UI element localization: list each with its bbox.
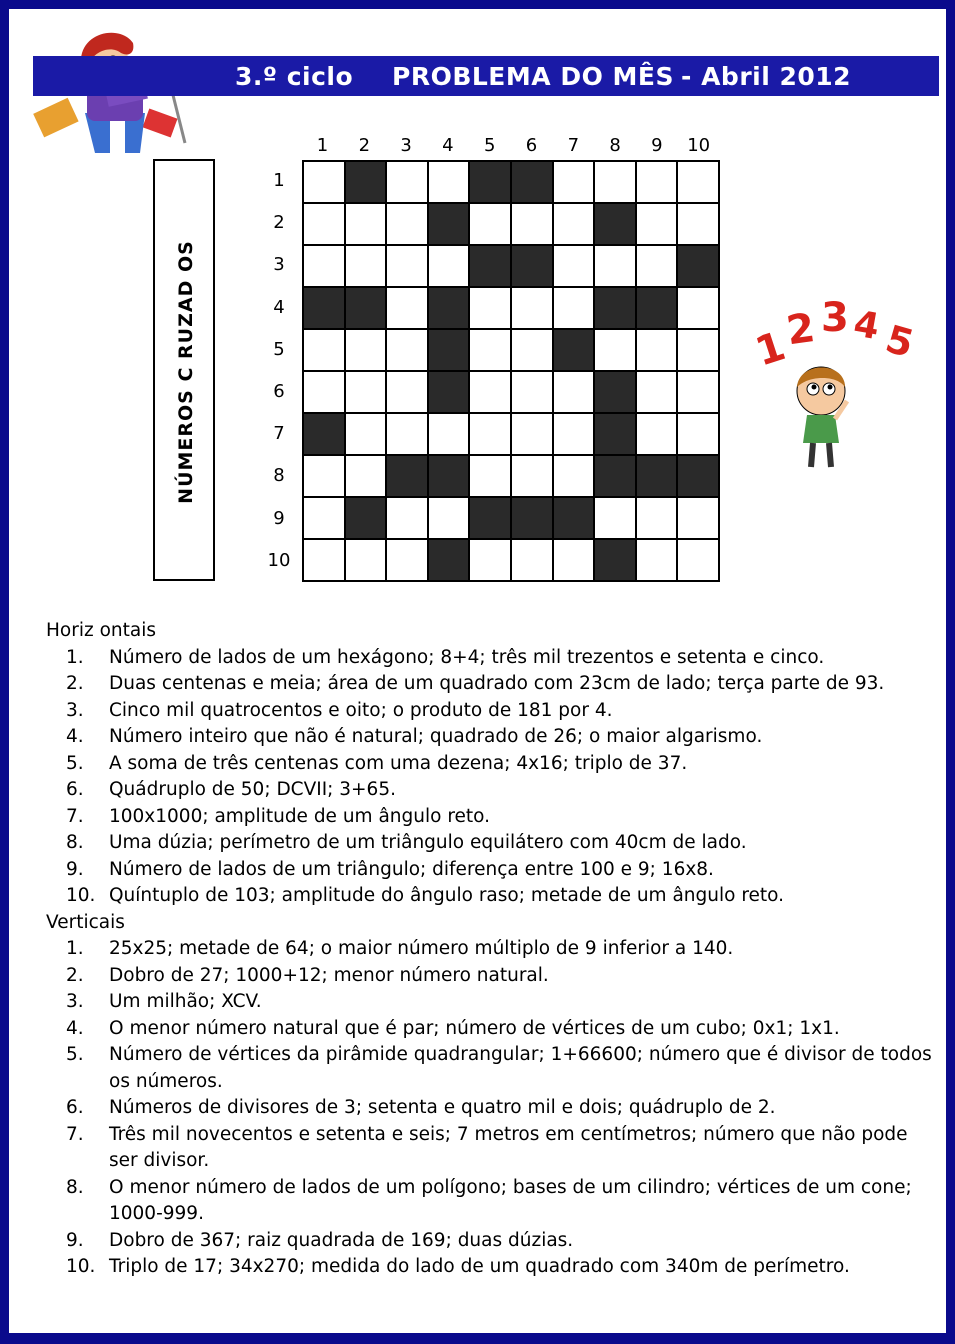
row-label: 3 [273, 254, 285, 276]
clue-number: 7. [66, 805, 84, 827]
black-cell [428, 203, 470, 245]
black-cell [677, 455, 719, 497]
clue-number: 6. [66, 779, 84, 800]
clue-text: 100x1000; amplitude de um ângulo reto. [109, 805, 491, 827]
vertical-clue [46, 1254, 941, 1281]
black-cell [345, 161, 387, 203]
clue-number: 5. [66, 752, 84, 774]
black-cell [303, 287, 345, 329]
black-cell [636, 287, 678, 329]
answer-cell[interactable] [636, 161, 678, 203]
answer-cell[interactable] [303, 497, 345, 539]
horizontal-clue [46, 698, 941, 725]
clue-number: 2. [66, 673, 84, 694]
answer-cell[interactable] [345, 455, 387, 497]
header-bar [33, 56, 939, 96]
black-cell [511, 497, 553, 539]
clue-text: Triplo de 17; 34x270; medida do lado de um quadrado com 340m de perímetro. [109, 1256, 850, 1277]
answer-cell[interactable] [594, 161, 636, 203]
vertical-clue [46, 1016, 941, 1043]
answer-cell[interactable] [386, 497, 428, 539]
answer-cell[interactable] [677, 371, 719, 413]
answer-cell[interactable] [386, 539, 428, 581]
answer-cell[interactable] [469, 455, 511, 497]
answer-cell[interactable] [553, 539, 595, 581]
clue-text: Quádruplo de 50; DCVII; 3+65. [109, 779, 396, 800]
answer-cell[interactable] [553, 413, 595, 455]
clue-text: Cinco mil quatrocentos e oito; o produto de 181 por 4. [109, 699, 613, 721]
clue-text: Número de lados de um hexágono; 8+4; três mil trezentos e setenta e cinco. [109, 646, 825, 668]
row-label: 2 [273, 212, 285, 234]
answer-cell[interactable] [553, 455, 595, 497]
answer-cell[interactable] [386, 161, 428, 203]
row-label: 4 [273, 296, 285, 318]
clue-text: O menor número de lados de um polígono; bases de um cilindro; vértices de um cone; 1000-999. [109, 1176, 912, 1224]
answer-cell[interactable] [511, 287, 553, 329]
answer-cell[interactable] [636, 203, 678, 245]
answer-cell[interactable] [303, 245, 345, 287]
answer-cell[interactable] [469, 371, 511, 413]
black-cell [553, 497, 595, 539]
row-label: 7 [273, 423, 285, 445]
clue-text: Quíntuplo de 103; amplitude do ângulo raso; metade de um ângulo reto. [109, 885, 785, 906]
clue-number: 5. [66, 1044, 84, 1065]
answer-cell[interactable] [428, 413, 470, 455]
black-cell [428, 329, 470, 371]
black-cell [469, 245, 511, 287]
answer-cell[interactable] [553, 245, 595, 287]
row-label: 6 [273, 381, 285, 402]
horizontal-clue [46, 883, 941, 910]
answer-cell[interactable] [386, 245, 428, 287]
column-label: 3 [400, 135, 412, 156]
clue-number: 3. [66, 991, 84, 1012]
answer-cell[interactable] [386, 287, 428, 329]
answer-cell[interactable] [677, 203, 719, 245]
clue-number: 10. [66, 885, 96, 906]
black-cell [428, 455, 470, 497]
clue-text: Três mil novecentos e setenta e seis; 7 metros em centímetros; número que não pode ser divisor. [109, 1123, 908, 1171]
answer-cell[interactable] [636, 413, 678, 455]
vertical-clue [46, 1175, 941, 1228]
answer-cell[interactable] [303, 329, 345, 371]
answer-cell[interactable] [345, 371, 387, 413]
answer-cell[interactable] [594, 329, 636, 371]
answer-cell[interactable] [553, 371, 595, 413]
black-cell [594, 287, 636, 329]
black-cell [553, 329, 595, 371]
black-cell [303, 413, 345, 455]
clue-text: Número inteiro que não é natural; quadrado de 26; o maior algarismo. [109, 726, 763, 747]
clue-text: O menor número natural que é par; número de vértices de um cubo; 0x1; 1x1. [109, 1017, 840, 1039]
answer-cell[interactable] [345, 329, 387, 371]
clue-number: 8. [66, 832, 84, 853]
side-title: NÚMEROS C RUZAD OS [175, 240, 197, 504]
answer-cell[interactable] [636, 497, 678, 539]
answer-cell[interactable] [553, 203, 595, 245]
page-title: PROBLEMA DO MÊS [392, 62, 674, 91]
black-cell [469, 161, 511, 203]
answer-cell[interactable] [677, 497, 719, 539]
answer-cell[interactable] [303, 161, 345, 203]
answer-cell[interactable] [303, 371, 345, 413]
clue-number: 9. [66, 858, 84, 880]
clues-section [46, 618, 941, 1281]
answer-cell[interactable] [511, 329, 553, 371]
horizontal-clue [46, 724, 941, 751]
clue-text: Número de vértices da pirâmide quadrangular; 1+66600; número que é divisor de todos os números. [109, 1044, 932, 1092]
black-cell [636, 455, 678, 497]
answer-cell[interactable] [386, 203, 428, 245]
answer-cell[interactable] [677, 287, 719, 329]
answer-cell[interactable] [469, 539, 511, 581]
column-label: 9 [651, 135, 663, 156]
number-2: 2 [783, 305, 818, 355]
cycle-label: 3.º ciclo [235, 62, 354, 91]
answer-cell[interactable] [303, 455, 345, 497]
answer-cell[interactable] [428, 245, 470, 287]
black-cell [469, 497, 511, 539]
answer-cell[interactable] [386, 329, 428, 371]
black-cell [428, 371, 470, 413]
black-cell [428, 287, 470, 329]
column-label: 6 [525, 135, 538, 156]
clue-text: A soma de três centenas com uma dezena; 4x16; triplo de 37. [109, 752, 688, 774]
answer-cell[interactable] [469, 413, 511, 455]
answer-cell[interactable] [511, 371, 553, 413]
answer-cell[interactable] [636, 245, 678, 287]
answer-cell[interactable] [345, 539, 387, 581]
vertical-clue [46, 1122, 941, 1175]
black-cell [677, 245, 719, 287]
black-cell [511, 245, 553, 287]
clue-text: Dobro de 27; 1000+12; menor número natural. [109, 964, 549, 986]
vertical-clue-list [46, 936, 941, 1281]
black-cell [428, 539, 470, 581]
black-cell [594, 413, 636, 455]
answer-cell[interactable] [677, 539, 719, 581]
clue-number: 1. [66, 938, 84, 959]
black-cell [386, 455, 428, 497]
row-label: 8 [273, 465, 285, 487]
answer-cell[interactable] [386, 413, 428, 455]
horizontal-clue [46, 777, 941, 804]
worksheet-page [9, 9, 946, 1333]
column-label: 1 [316, 135, 329, 156]
clue-text: Números de divisores de 3; setenta e quatro mil e dois; quádruplo de 2. [109, 1097, 776, 1118]
column-label: 10 [687, 135, 711, 156]
answer-cell[interactable] [677, 329, 719, 371]
clue-number: 1. [66, 646, 84, 668]
answer-cell[interactable] [677, 413, 719, 455]
answer-cell[interactable] [636, 329, 678, 371]
clue-number: 9. [66, 1229, 84, 1251]
black-cell [345, 287, 387, 329]
clue-number: 4. [66, 726, 84, 747]
clue-number: 3. [66, 699, 84, 721]
column-label: 5 [483, 135, 496, 156]
column-label: 7 [567, 135, 580, 156]
answer-cell[interactable] [511, 203, 553, 245]
column-label: 4 [442, 135, 454, 156]
answer-cell[interactable] [345, 413, 387, 455]
answer-cell[interactable] [594, 245, 636, 287]
number-1: 1 [750, 323, 791, 376]
clue-text: 25x25; metade de 64; o maior número múltiplo de 9 inferior a 140. [109, 938, 734, 959]
row-label: 1 [273, 170, 285, 191]
answer-cell[interactable] [553, 287, 595, 329]
clue-number: 6. [66, 1097, 84, 1118]
vertical-heading: Verticais [46, 911, 125, 933]
answer-cell[interactable] [594, 497, 636, 539]
black-cell [594, 371, 636, 413]
row-label: 10 [267, 549, 291, 571]
answer-cell[interactable] [303, 539, 345, 581]
clue-number: 7. [66, 1123, 84, 1145]
vertical-clue [46, 1095, 941, 1122]
horizontal-clue [46, 645, 941, 672]
answer-cell[interactable] [428, 161, 470, 203]
number-5: 5 [880, 316, 919, 367]
black-cell [345, 497, 387, 539]
clue-number: 8. [66, 1176, 84, 1198]
side-title-box [153, 159, 215, 581]
clue-text: Um milhão; XCV. [109, 991, 262, 1012]
crossword-grid [302, 160, 720, 582]
black-cell [511, 161, 553, 203]
horizontal-clue [46, 751, 941, 778]
answer-cell[interactable] [386, 371, 428, 413]
vertical-clue [46, 989, 941, 1016]
black-cell [594, 539, 636, 581]
boy-thinking-illustration [749, 291, 919, 471]
clue-number: 10. [66, 1256, 96, 1277]
answer-cell[interactable] [303, 203, 345, 245]
number-3: 3 [821, 295, 849, 341]
answer-cell[interactable] [345, 245, 387, 287]
vertical-clue [46, 1228, 941, 1255]
clue-text: Número de lados de um triângulo; diferença entre 100 e 9; 16x8. [109, 858, 714, 880]
answer-cell[interactable] [511, 455, 553, 497]
row-label: 5 [273, 338, 285, 360]
number-4: 4 [850, 303, 883, 349]
answer-cell[interactable] [469, 203, 511, 245]
horizontal-heading: Horiz ontais [46, 620, 156, 641]
answer-cell[interactable] [553, 161, 595, 203]
answer-cell[interactable] [469, 329, 511, 371]
answer-cell[interactable] [511, 413, 553, 455]
row-label: 9 [273, 507, 285, 529]
clue-text: Uma dúzia; perímetro de um triângulo equilátero com 40cm de lado. [109, 832, 747, 853]
answer-cell[interactable] [345, 203, 387, 245]
horizontal-clue [46, 830, 941, 857]
clue-text: Dobro de 367; raiz quadrada de 169; duas dúzias. [109, 1229, 574, 1251]
answer-cell[interactable] [677, 161, 719, 203]
vertical-clue [46, 936, 941, 963]
column-label: 2 [358, 135, 371, 156]
answer-cell[interactable] [469, 287, 511, 329]
answer-cell[interactable] [428, 497, 470, 539]
horizontal-clue [46, 804, 941, 831]
black-cell [594, 455, 636, 497]
horizontal-clue-list [46, 645, 941, 910]
vertical-clue [46, 963, 941, 990]
horizontal-clue [46, 857, 941, 884]
clue-text: Duas centenas e meia; área de um quadrado com 23cm de lado; terça parte de 93. [109, 673, 885, 694]
black-cell [594, 203, 636, 245]
clue-number: 2. [66, 964, 84, 986]
answer-cell[interactable] [636, 539, 678, 581]
horizontal-clue [46, 671, 941, 698]
header-date: - Abril 2012 [681, 62, 852, 91]
clue-number: 4. [66, 1017, 84, 1039]
answer-cell[interactable] [636, 371, 678, 413]
vertical-clue [46, 1042, 941, 1095]
column-label: 8 [609, 135, 621, 156]
answer-cell[interactable] [511, 539, 553, 581]
